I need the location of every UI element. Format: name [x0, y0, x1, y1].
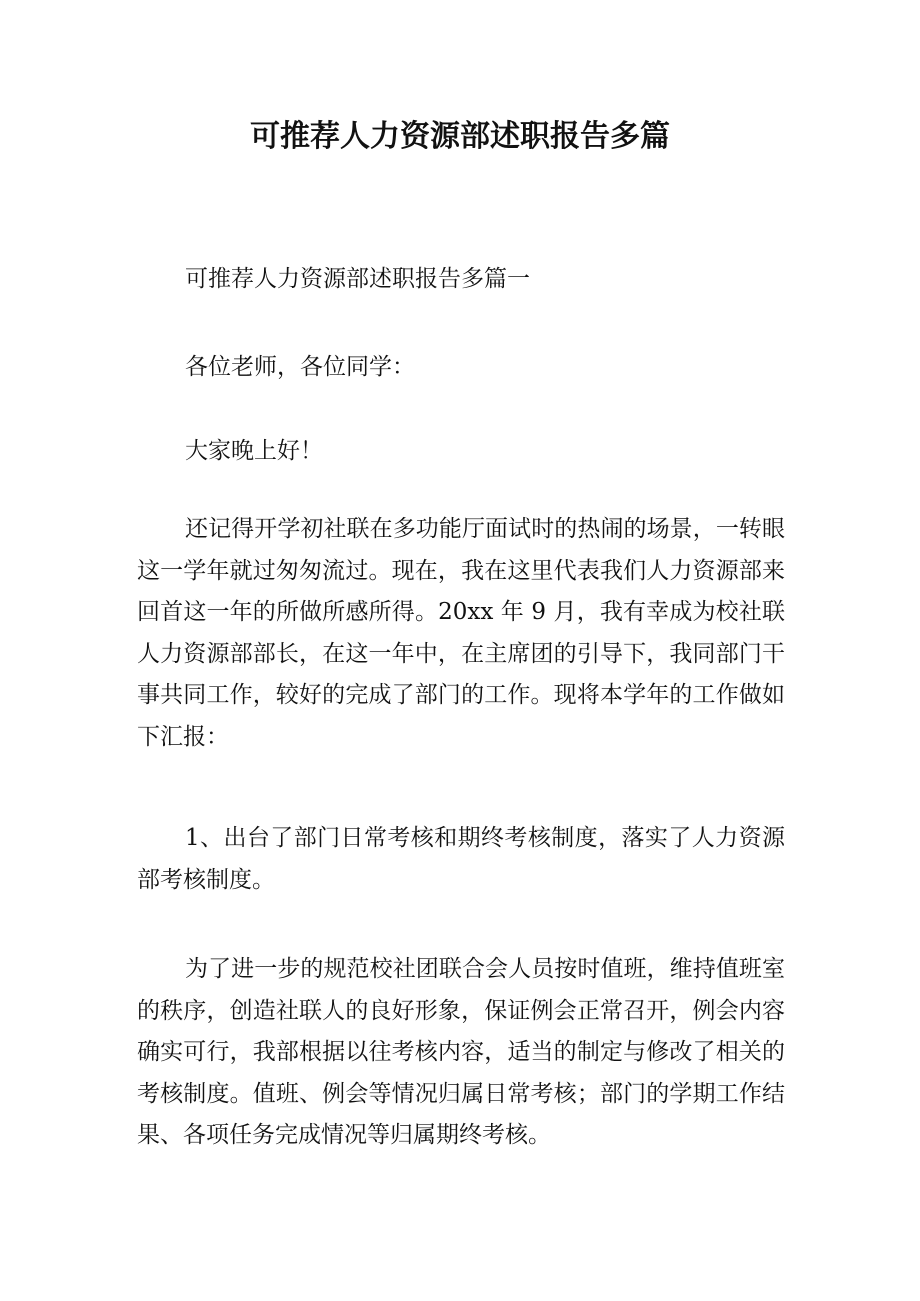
item-1-paragraph: 1、出台了部门日常考核和期终考核制度，落实了人力资源部考核制度。: [137, 825, 785, 893]
document-title: 可推荐人力资源部述职报告多篇: [250, 119, 670, 154]
section-subtitle: 可推荐人力资源部述职报告多篇一: [185, 266, 530, 292]
hello-paragraph: 大家晚上好！: [185, 438, 323, 464]
intro-paragraph: 还记得开学初社联在多功能厅面试时的热闹的场景，一转眼这一学年就过匆匆流过。现在，我在这里代表我们人力资源部来回首这一年的所做所感所得。20xx 年 9 月，我有幸成为校社联人力资源部部长，在这一年中，在主席团的引导下，我同部门干事共同工作，较好的完成了部门的工作。现将本学年的工作做如下汇报：: [137, 516, 785, 750]
greeting-paragraph: 各位老师，各位同学：: [185, 354, 415, 380]
detail-paragraph: 为了进一步的规范校社团联合会人员按时值班，维持值班室的秩序，创造社联人的良好形象，保证例会正常召开，例会内容确实可行，我部根据以往考核内容，适当的制定与修改了相关的考核制度。值班、例会等情况归属日常考核；部门的学期工作结果、各项任务完成情况等归属期终考核。: [137, 956, 785, 1148]
